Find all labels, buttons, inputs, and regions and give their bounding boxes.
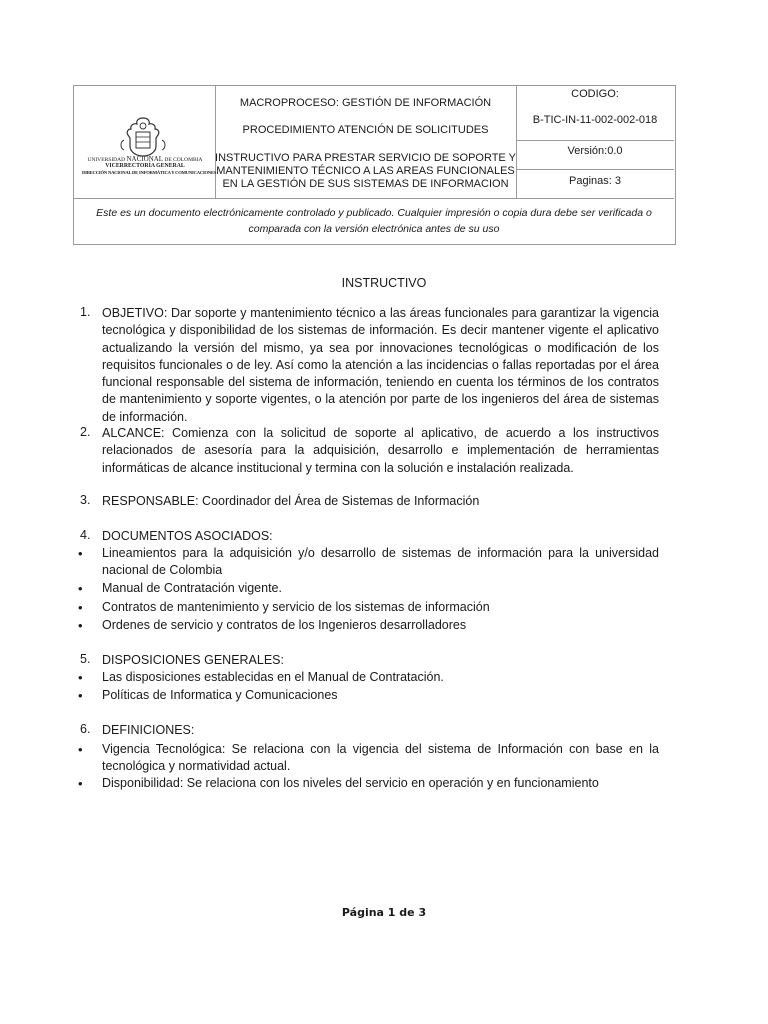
directorate-label: DIRECCIÓN NACIONAL DE INFORMÁTICA Y COMUNICACIONES xyxy=(82,170,217,175)
bullet-icon: • xyxy=(78,546,83,561)
definiciones-heading: DEFINICIONES: xyxy=(102,723,195,737)
pages-label: Paginas: 3 xyxy=(569,175,621,187)
macroproceso-label: MACROPROCESO: GESTIÓN DE INFORMACIÓN xyxy=(239,97,492,109)
page-title: INSTRUCTIVO xyxy=(341,276,427,290)
bullet-icon: • xyxy=(78,581,83,596)
process-cell xyxy=(215,86,517,198)
list-item: Políticas de Informatica y Comunicaciones xyxy=(102,688,338,702)
procedimiento-label: PROCEDIMIENTO ATENCIÓN DE SOLICITUDES xyxy=(242,124,489,136)
document-header-table xyxy=(73,85,676,245)
objetivo-text: OBJETIVO: Dar soporte y mantenimiento técnico a las áreas funcionales para garantizar la vigencia tecnológica y disponibilidad de los sistemas de información. Es decir mantener vigente el aplicativo actualizando la versión del mismo, ya sea por innovaciones tecnológicas o modificación de los requisitos funcionales o de ley. Así como la atención a las incidencias o fallas reportadas por el área funcional responsable del sistema de información, teniendo en cuenta los términos de los contratos de mantenimiento y soporte vigentes, o la atención por parte de los ingenieros del área de sistemas de información. xyxy=(102,306,659,424)
instructivo-line-3: EN LA GESTIÓN DE SUS SISTEMAS DE INFORMACION xyxy=(222,178,509,190)
vice-rectory-label: VICERRECTORÍA GENERAL xyxy=(105,163,185,169)
coat-of-arms-icon xyxy=(116,116,170,158)
codigo-label: CODIGO: xyxy=(571,88,619,100)
documentos-heading: DOCUMENTOS ASOCIADOS: xyxy=(102,529,273,543)
list-item: Las disposiciones establecidas en el Manual de Contratación. xyxy=(102,670,444,684)
section-number: 4. xyxy=(80,528,91,542)
instructivo-line-1: INSTRUCTIVO PARA PRESTAR SERVICIO DE SOPORTE Y xyxy=(215,152,516,164)
bullet-icon: • xyxy=(78,618,83,633)
bullet-icon: • xyxy=(78,742,83,757)
list-item: Vigencia Tecnológica: Se relaciona con la vigencia del sistema de Información con base en la tecnológica y normatividad actual. xyxy=(102,742,659,774)
university-name: UNIVERSIDAD NACIONAL DE COLOMBIA xyxy=(87,155,203,163)
section-number: 6. xyxy=(80,722,91,736)
section-number: 2. xyxy=(80,425,91,439)
disposiciones-heading: DISPOSICIONES GENERALES: xyxy=(102,653,284,667)
instructivo-line-2: MANTENIMIENTO TÉCNICO A LAS AREAS FUNCIONALES xyxy=(216,165,515,177)
list-item: Ordenes de servicio y contratos de los Ingenieros desarrolladores xyxy=(102,618,467,632)
list-item: Disponibilidad: Se relaciona con los niveles del servicio en operación y en funcionamiento xyxy=(102,776,599,790)
section-number: 3. xyxy=(80,493,91,507)
version-divider xyxy=(516,169,674,170)
section-number: 5. xyxy=(80,652,91,666)
bullet-icon: • xyxy=(78,688,83,703)
bullet-icon: • xyxy=(78,776,83,791)
list-item: Contratos de mantenimiento y servicio de los sistemas de información xyxy=(102,600,490,614)
notice-line-2: comparada con la versión electrónica antes de su uso xyxy=(248,223,500,235)
bullet-icon: • xyxy=(78,670,83,685)
list-item: Manual de Contratación vigente. xyxy=(102,581,282,595)
page-number: Página 1 de 3 xyxy=(341,906,427,919)
section-number: 1. xyxy=(80,305,91,319)
responsable-text: RESPONSABLE: Coordinador del Área de Sistemas de Información xyxy=(102,494,480,508)
version-label: Versión:0.0 xyxy=(567,145,623,157)
bullet-icon: • xyxy=(78,600,83,615)
list-item: Lineamientos para la adquisición y/o desarrollo de sistemas de información para la universidad nacional de Colombia xyxy=(102,546,659,578)
alcance-text: ALCANCE: Comienza con la solicitud de soporte al aplicativo, de acuerdo a los instructivos relacionados de asesoría para la adquisición, desarrollo e implementación de herramientas informáticas de alcance institucional y termina con la solución e instalación realizada. xyxy=(102,426,659,475)
notice-line-1: Este es un documento electrónicamente controlado y publicado. Cualquier impresión o copia dura debe ser verificada o xyxy=(96,207,652,219)
control-notice xyxy=(74,198,674,244)
code-divider xyxy=(516,140,674,141)
code-cell xyxy=(516,86,674,198)
logo-cell xyxy=(74,86,216,198)
codigo-value: B-TIC-IN-11-002-002-018 xyxy=(532,114,658,126)
